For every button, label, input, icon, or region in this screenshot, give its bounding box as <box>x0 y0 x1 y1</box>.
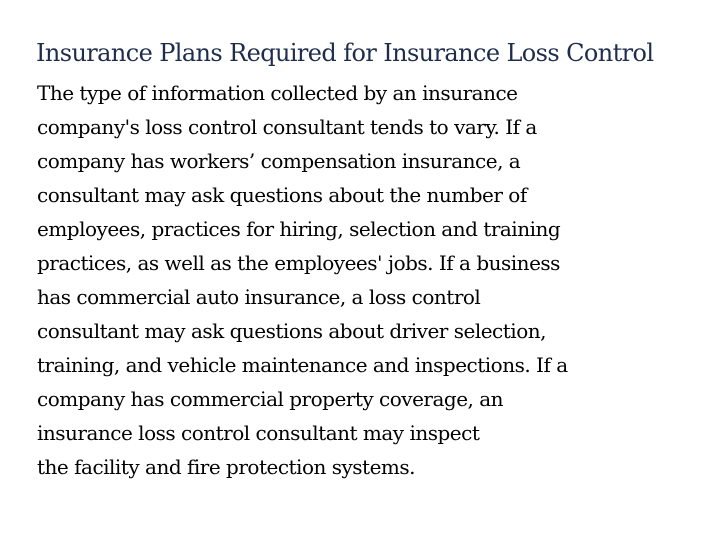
body-line: practices, as well as the employees' jobs. If a business <box>37 251 560 275</box>
body-line: training, and vehicle maintenance and inspections. If a <box>37 353 568 377</box>
slide-body-text <box>37 76 677 484</box>
body-line: insurance loss control consultant may inspect <box>37 421 480 445</box>
body-line: consultant may ask questions about the number of <box>37 183 527 207</box>
body-line: company has workers’ compensation insurance, a <box>37 149 521 173</box>
body-line: The type of information collected by an insurance <box>37 81 518 105</box>
slide-title: Insurance Plans Required for Insurance Loss Control <box>36 39 654 67</box>
body-line: employees, practices for hiring, selection and training <box>37 217 561 241</box>
body-line: consultant may ask questions about driver selection, <box>37 319 546 343</box>
body-line: company's loss control consultant tends to vary. If a <box>37 115 537 139</box>
body-line: the facility and fire protection systems. <box>37 455 416 479</box>
body-line: company has commercial property coverage, an <box>37 387 504 411</box>
body-line: has commercial auto insurance, a loss control <box>37 285 481 309</box>
